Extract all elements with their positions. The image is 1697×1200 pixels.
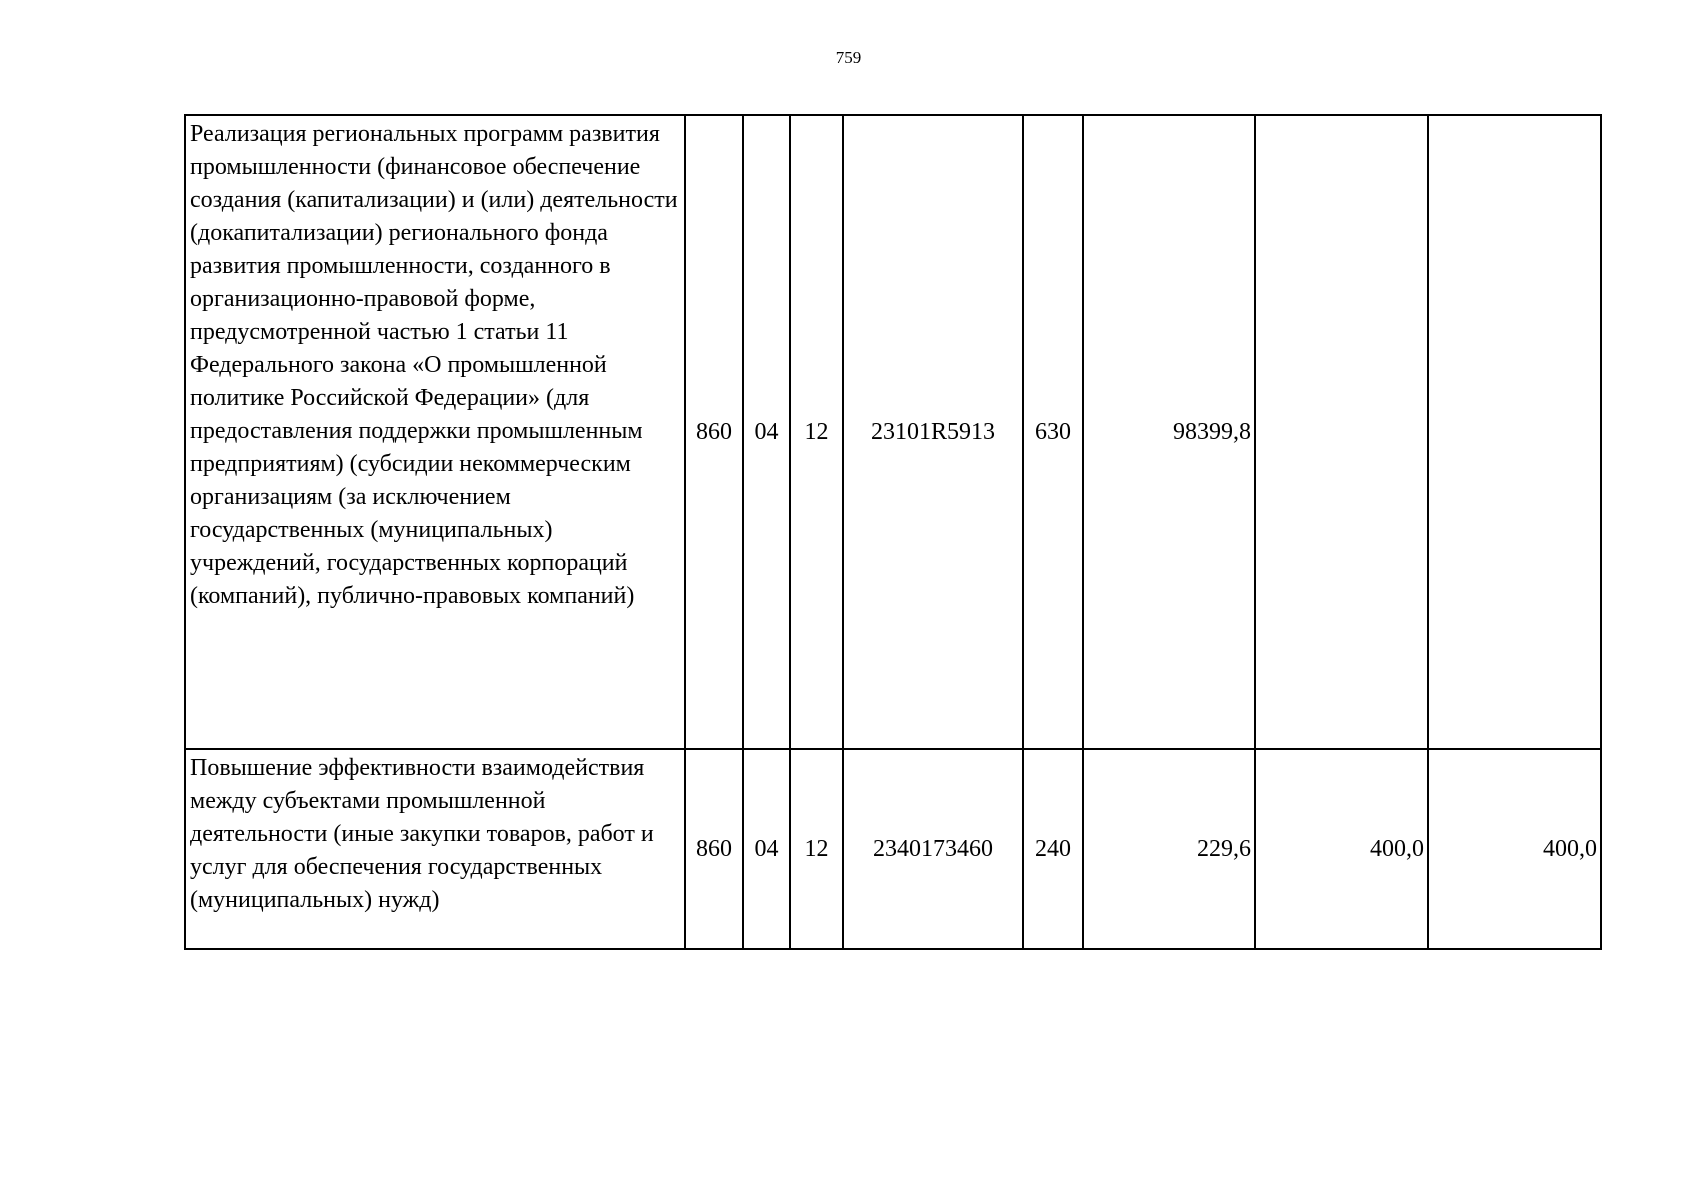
target-article-code: 23101R5913 (843, 115, 1023, 749)
subsection-code: 12 (790, 115, 843, 749)
table-row (185, 749, 1601, 949)
budget-table (184, 114, 1602, 950)
ministry-code: 860 (685, 749, 743, 949)
expense-description: Повышение эффективности взаимодействия между субъектами промышленной деятельности (иные закупки товаров, работ и услуг для обеспечения государственных (муниципальных) нужд) (185, 749, 685, 949)
expense-description: Реализация региональных программ развития промышленности (финансовое обеспечение создания (капитализации) и (или) деятельности (докапитализации) регионального фонда развития промышленности, созданного в организационно-правовой форме, предусмотренной частью 1 статьи 11 Федерального закона «О промышленной политике Российской Федерации» (для предоставления поддержки промышленным предприятиям) (субсидии некоммерческим организациям (за исключением государственных (муниципальных) учреждений, государственных корпораций (компаний), публично-правовых компаний) (185, 115, 685, 749)
expense-type-code: 630 (1023, 115, 1083, 749)
subsection-code: 12 (790, 749, 843, 949)
amount-year-1: 98399,8 (1083, 115, 1255, 749)
section-code: 04 (743, 115, 790, 749)
target-article-code: 2340173460 (843, 749, 1023, 949)
table-row (185, 115, 1601, 749)
ministry-code: 860 (685, 115, 743, 749)
expense-type-code: 240 (1023, 749, 1083, 949)
section-code: 04 (743, 749, 790, 949)
amount-year-1: 229,6 (1083, 749, 1255, 949)
amount-year-3: 400,0 (1428, 749, 1601, 949)
amount-year-3 (1428, 115, 1601, 749)
page-number: 759 (835, 48, 862, 67)
amount-year-2: 400,0 (1255, 749, 1428, 949)
amount-year-2 (1255, 115, 1428, 749)
